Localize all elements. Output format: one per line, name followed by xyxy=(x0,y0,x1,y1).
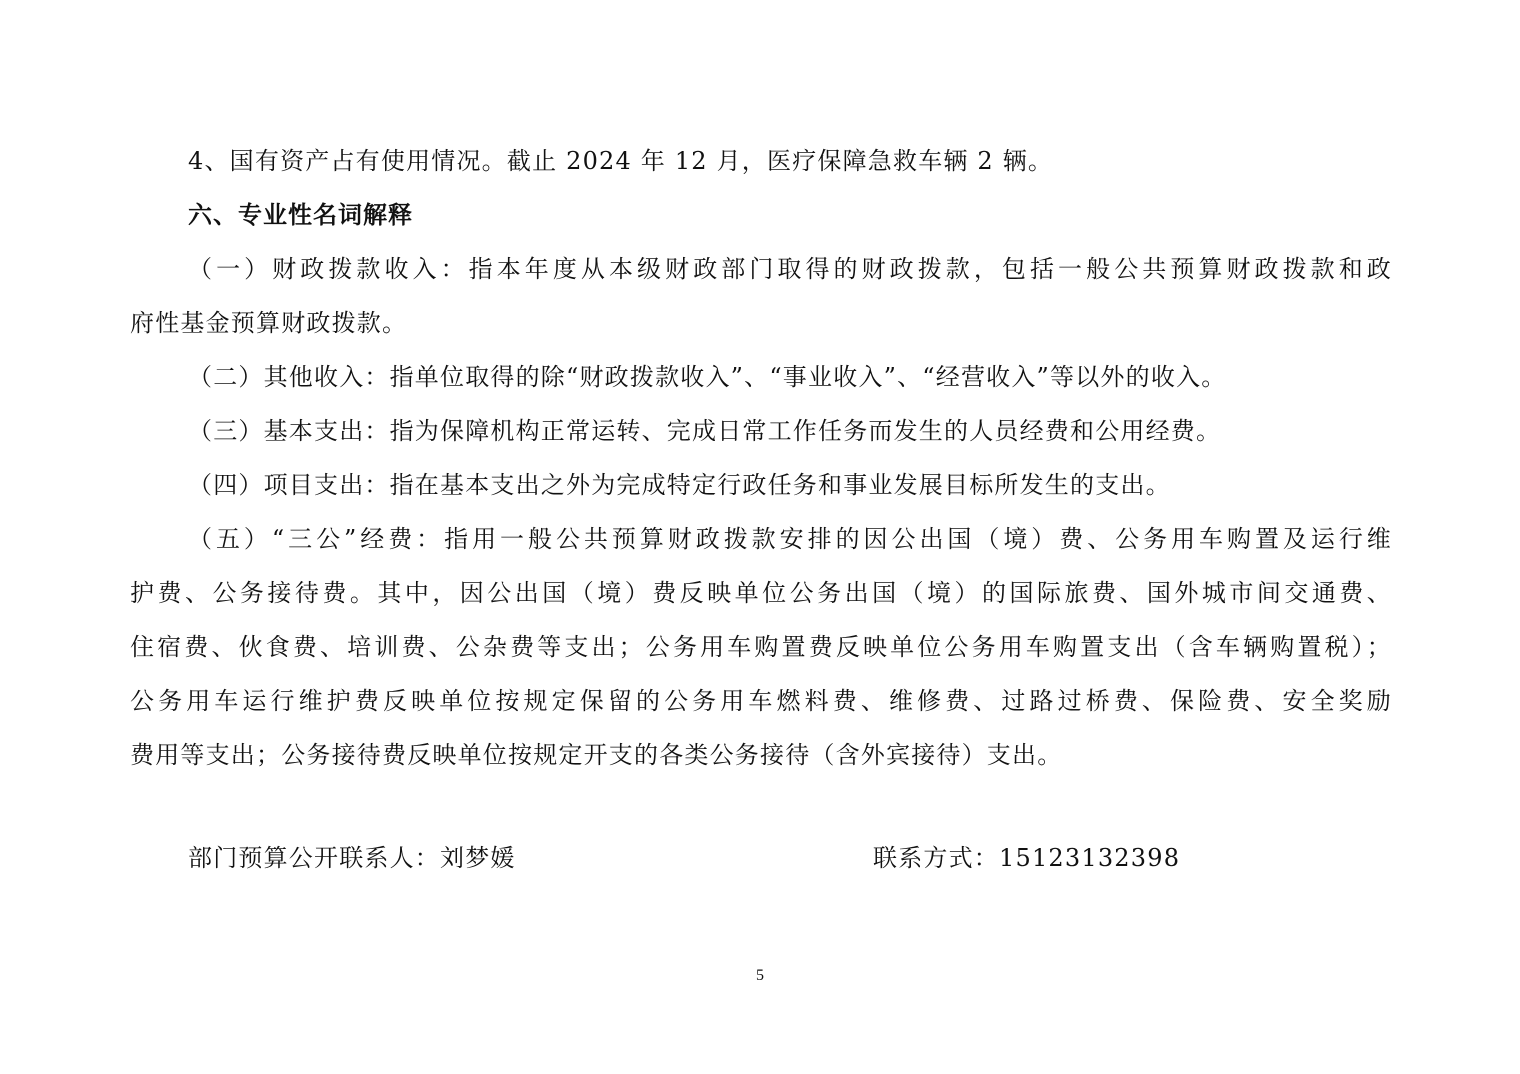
term-fiscal-appropriation-line2: 府性基金预算财政拨款。 xyxy=(130,309,408,337)
asset-usage-paragraph: 4、国有资产占有使用情况。截止 2024 年 12 月，医疗保障急救车辆 2 辆。 xyxy=(188,147,1054,175)
term-three-public-line4: 公务用车运行维护费反映单位按规定保留的公务用车燃料费、维修费、过路过桥费、保险费、安全奖励 xyxy=(130,687,1392,715)
term-project-expenditure: （四）项目支出：指在基本支出之外为完成特定行政任务和事业发展目标所发生的支出。 xyxy=(188,471,1171,499)
contact-phone: 联系方式：15123132398 xyxy=(873,844,1181,872)
term-other-income: （二）其他收入：指单位取得的除“财政拨款收入”、“事业收入”、“经营收入”等以外的收入。 xyxy=(188,363,1227,391)
term-fiscal-appropriation-line1: （一）财政拨款收入：指本年度从本级财政部门取得的财政拨款，包括一般公共预算财政拨款和政 xyxy=(188,255,1392,283)
term-three-public-line3: 住宿费、伙食费、培训费、公杂费等支出；公务用车购置费反映单位公务用车购置支出（含车辆购置税）； xyxy=(130,633,1392,661)
contact-person: 部门预算公开联系人：刘梦媛 xyxy=(188,844,516,872)
term-three-public-line5: 费用等支出；公务接待费反映单位按规定开支的各类公务接待（含外宾接待）支出。 xyxy=(130,741,1063,769)
section-heading-terms: 六、专业性名词解释 xyxy=(188,201,413,229)
term-three-public-line2: 护费、公务接待费。其中，因公出国（境）费反映单位公务出国（境）的国际旅费、国外城市间交通费、 xyxy=(130,579,1392,607)
term-basic-expenditure: （三）基本支出：指为保障机构正常运转、完成日常工作任务而发生的人员经费和公用经费。 xyxy=(188,417,1222,445)
page-number: 5 xyxy=(756,967,764,984)
term-three-public-line1: （五）“三公”经费：指用一般公共预算财政拨款安排的因公出国（境）费、公务用车购置及运行维 xyxy=(188,525,1392,553)
